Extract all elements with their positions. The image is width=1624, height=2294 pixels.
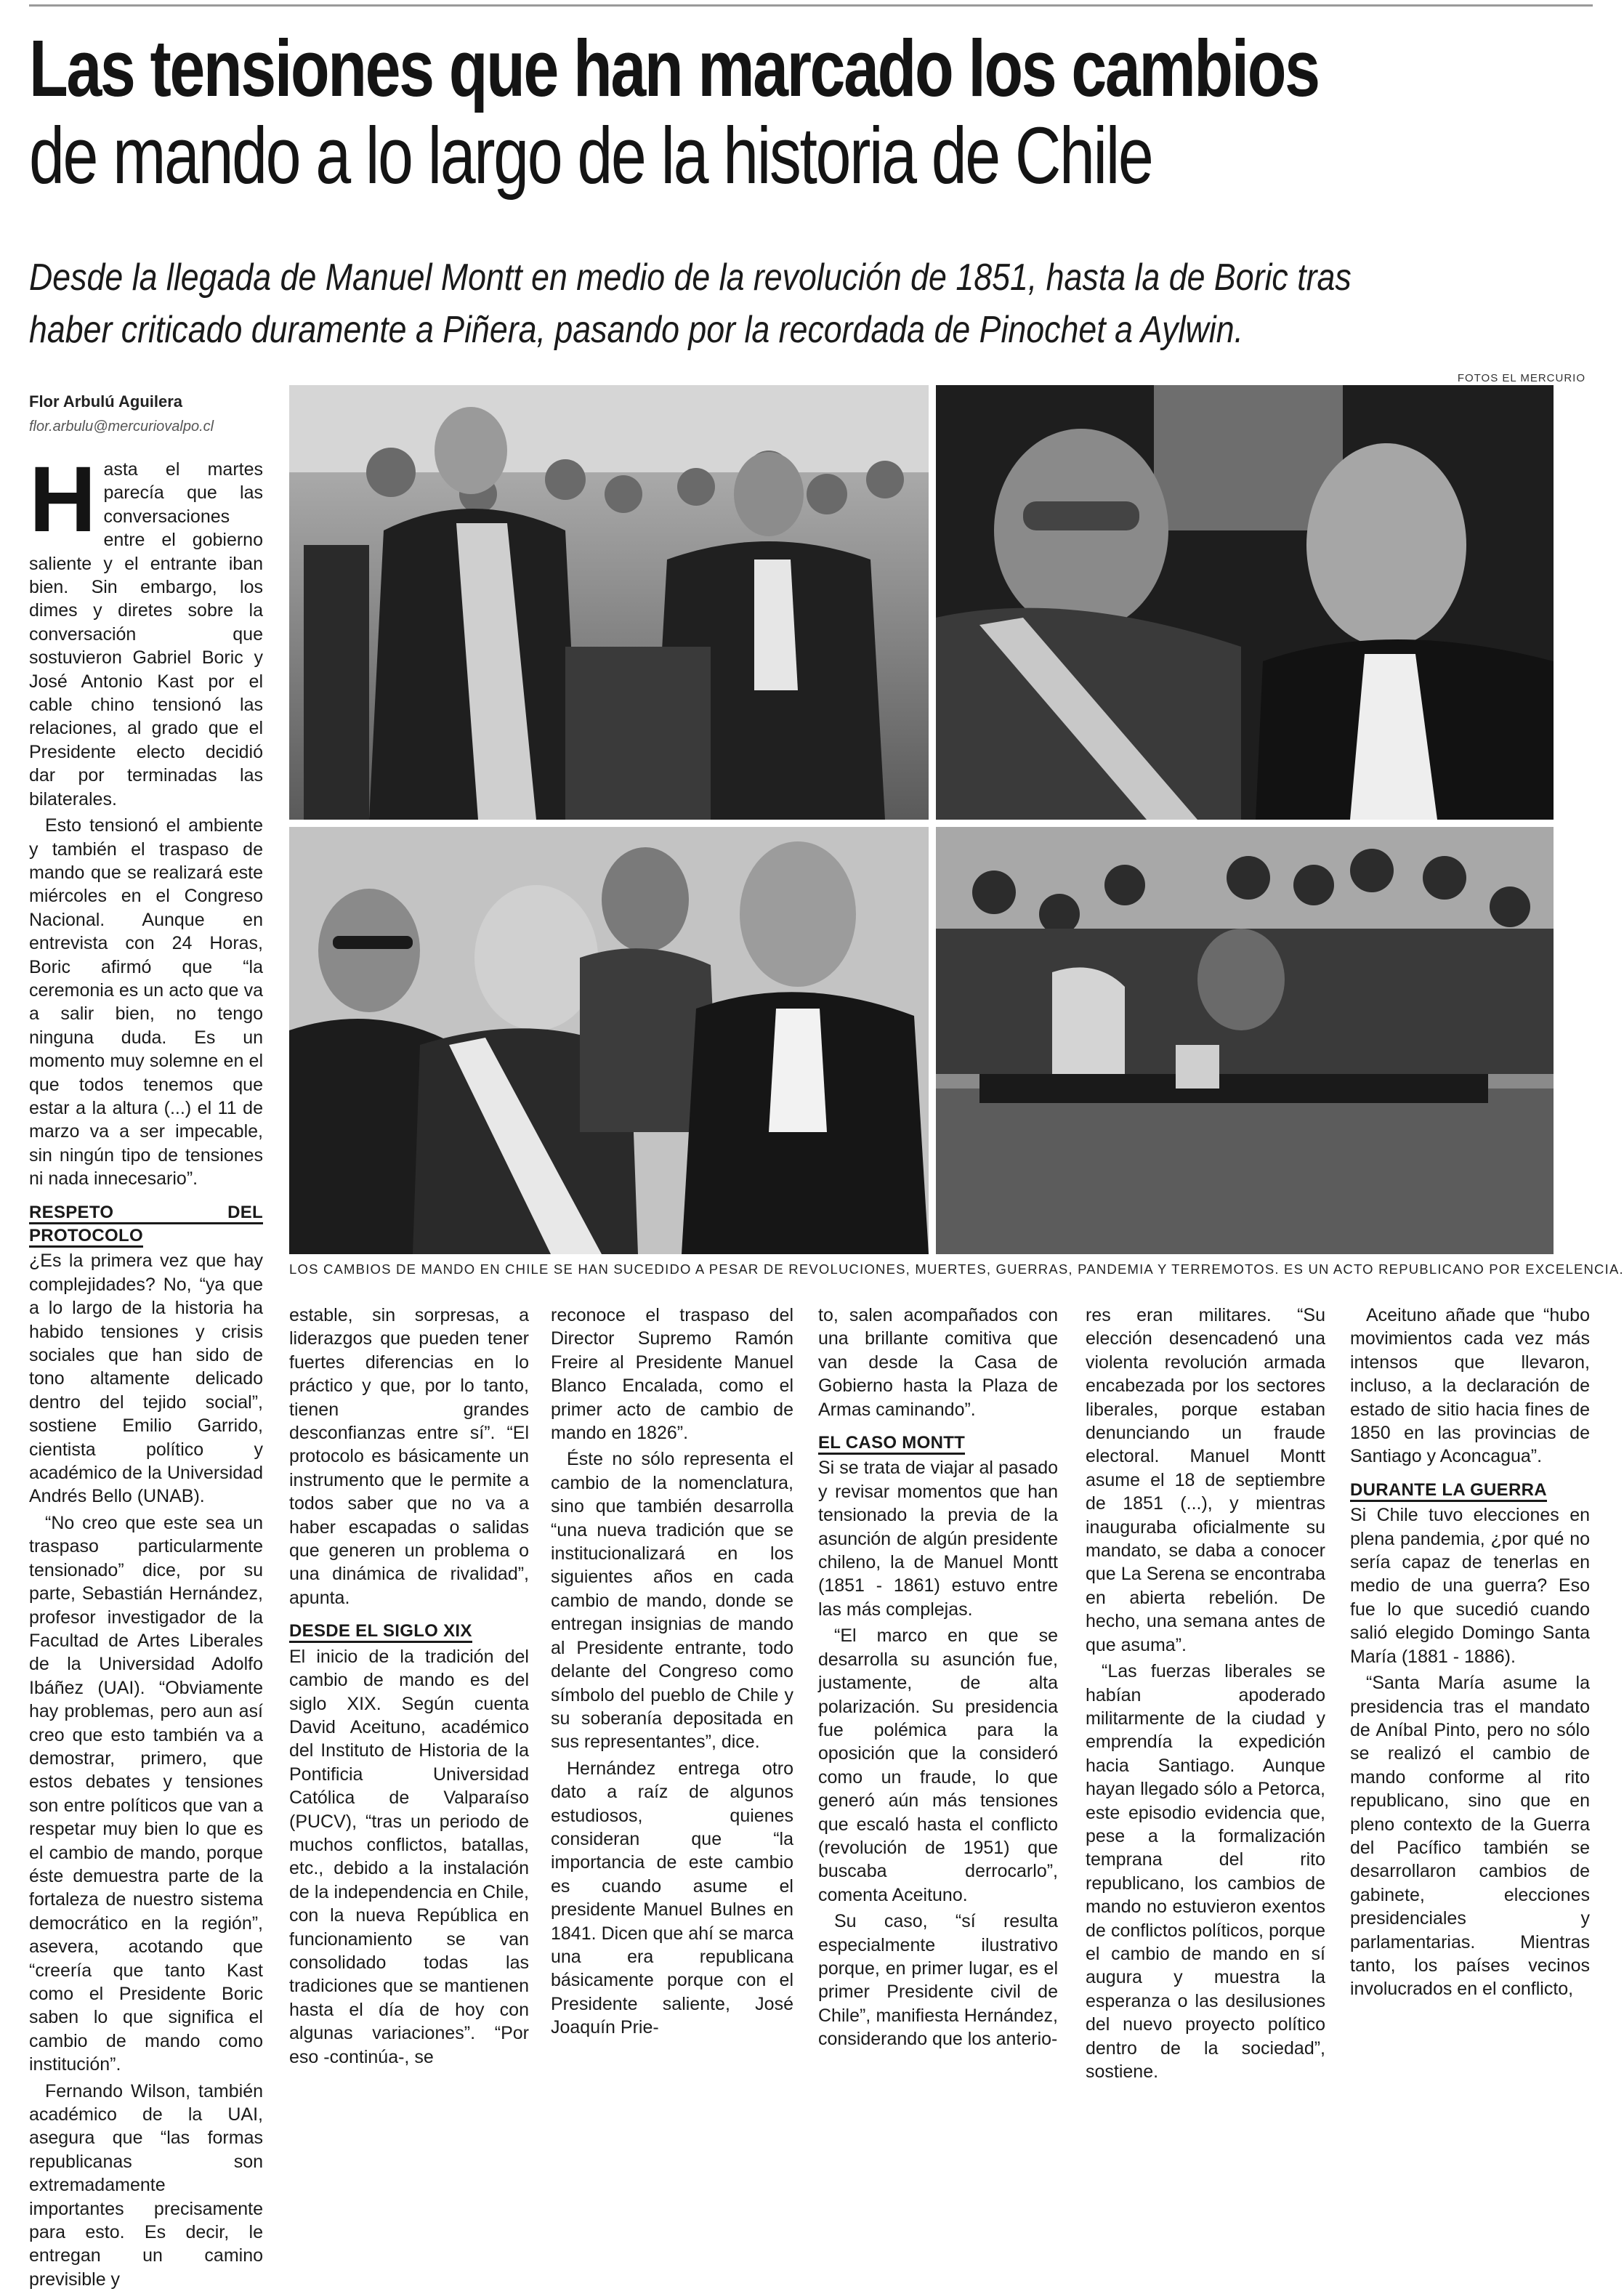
paragraph: Fernando Wilson, también académico de la UAI, asegura que “las formas republicanas son extremadamente importantes precisamente para esto. Es decir, le entregan un camino previsible y bbox=[29, 2080, 263, 2290]
paragraph: Esto tensionó el ambiente y también el traspaso de mando que se realizará este miércoles en el Congreso Nacional. Aunque en entrevista con 24 Horas, Boric afirmó que “la ceremonia es un acto que va a salir bien, no tengo ninguna duda. Es un momento muy solemne en el que todos tenemos que estar a la altura (...) el 11 de marzo va a ser impecable, sin ningún tipo de tensiones ni nada innecesario”. bbox=[29, 815, 263, 1190]
column-5 bbox=[1086, 1304, 1325, 2086]
column-2 bbox=[289, 1304, 529, 2072]
photo-officials-group bbox=[289, 827, 929, 1254]
author-name: Flor Arbulú Aguilera bbox=[29, 392, 183, 411]
headline-line-1: Las tensiones que han marcado los cambios bbox=[29, 24, 1319, 113]
column-3 bbox=[551, 1304, 793, 2043]
paragraph: “El marco en que se desarrolla su asunción fue, justamente, de alta polarización. Su presidencia fue polémica para la oposición que la consideró como un fraude, lo que generó aún más tensiones que escaló hasta el conflicto (revolución de 1951) que buscaba derrocarlo”, comenta Aceituno. bbox=[818, 1625, 1058, 1905]
paragraph-lead bbox=[29, 448, 263, 811]
subheading-respeto bbox=[29, 1201, 263, 1248]
paragraph: “Las fuerzas liberales se habían apoderado militarmente de la ciudad y emprendía la expedición hacia Santiago. Aunque hayan llegado sólo a Petorca, este episodio evidencia que, pese a la formalización temprana del rito republicano, los cambios de mando no estuvieron exentos de conflictos políticos, porque el cambio de mando en sí augura y muestra la esperanza o las desilusiones del nuevo proyecto político dentro de la sociedad”, sostiene. bbox=[1086, 1661, 1325, 2082]
paragraph: to, salen acompañados con una brillante comitiva que van desde la Casa de Gobierno hasta la Plaza de Armas caminando”. bbox=[818, 1305, 1058, 1420]
paragraph: Éste no sólo representa el cambio de la nomenclatura, sino que también desarrolla “una nueva tradición que se institucionalizará en los siguientes años en cada cambio de mando, donde se entregan insignias de mando al Presidente entrante, todo delante del Congreso como símbolo del pueblo de Chile y su soberanía depositada en sus representantes”, dice. bbox=[551, 1449, 793, 1753]
paragraph: reconoce el traspaso del Director Supremo Ramón Freire al Presidente Manuel Blanco Encalada, como el primer acto de cambio de mando en 1826”. bbox=[551, 1305, 793, 1444]
photo-credit: FOTOS EL MERCURIO bbox=[1457, 372, 1585, 384]
photo-signing-table bbox=[936, 827, 1554, 1254]
paragraph: Su caso, “sí resulta especialmente ilustrativo porque, en primer lugar, es el primer Presidente civil de Chile”, manifiesta Hernández, considerando que los anterio- bbox=[818, 1911, 1058, 2050]
subheading-text: DURANTE LA GUERRA bbox=[1350, 1480, 1547, 1502]
byline bbox=[29, 392, 276, 435]
paragraph: “No creo que este sea un traspaso particularmente tensionado” dice, por su parte, Sebastián Hernández, profesor investigador de la Facultad de Artes Liberales de la Universidad Adolfo Ibáñez (UAI). “Obviamente hay problemas, pero aun así creo que esto también va a demostrar, primero, que estos debates y tensiones son entre políticos que van a respetar muy bien lo que es el cambio de mando, porque éste demuestra parte de la fortaleza de nuestro sistema democrático en la región”, asevera, acotando que “creería que tanto Kast como el Presidente Boric saben lo que significa el cambio de mando como institución”. bbox=[29, 1512, 263, 2075]
paragraph: El inicio de la tradición del cambio de mando es del siglo XIX. Según cuenta David Aceituno, académico del Instituto de Historia de la Pontificia Universidad Católica de Valparaíso (PUCV), “tras un periodo de muchos conflictos, batallas, etc., debido a la instalación de la independencia en Chile, con la nueva República en funcionamiento se van consolidado todas las tradiciones que se mantienen hasta el día de hoy con algunas variaciones”. “Por eso -continúa-, se bbox=[289, 1646, 529, 2067]
deck-line-1: Desde la llegada de Manuel Montt en medio de la revolución de 1851, hasta la de Boric tras bbox=[29, 257, 1352, 299]
paragraph: res eran militares. “Su elección desencadenó una violenta revolución armada encabezada por los sectores liberales, porque estaban denunciando un fraude electoral. Manuel Montt asume el 18 de septiembre de 1851 (...), y mientras inauguraba oficialmente su mandato, se daba a conocer que La Serena se encontraba en abierta rebelión. De hecho, una semana antes de que asuma”. bbox=[1086, 1305, 1325, 1655]
lead-text: asta el martes parecía que las conversaciones entre el gobierno saliente y el entrante iban bien. Sin embargo, los dimes y diretes sobre la conversación que sostuvieron Gabriel Boric y José Antonio Kast por el cable chino tensionó las relaciones, al grado que el Presidente electo decidió dar por terminadas las bilaterales. bbox=[29, 459, 263, 809]
paragraph: Aceituno añade que “hubo movimientos cada vez más intensos que llevaron, incluso, a la declaración de estado de sitio hacia fines de 1850 en las provincias de Santiago y Aconcagua”. bbox=[1350, 1305, 1590, 1467]
subheading-siglo bbox=[289, 1620, 529, 1643]
photo-pinochet-aylwin bbox=[936, 385, 1554, 820]
subheading-text: DESDE EL SIGLO XIX bbox=[289, 1621, 472, 1643]
photo-caption: LOS CAMBIOS DE MANDO EN CHILE SE HAN SUCEDIDO A PESAR DE REVOLUCIONES, MUERTES, GUERRAS, PANDEMIA Y TERREMOTOS. ES UN ACTO REPUBLICANO POR EXCELENCIA. bbox=[289, 1261, 1624, 1277]
headline-line-2: de mando a lo largo de la historia de Chile bbox=[29, 111, 1152, 201]
author-email[interactable]: flor.arbulu@mercuriovalpo.cl bbox=[29, 419, 214, 435]
photo-sash-ceremony bbox=[289, 385, 929, 820]
subheading-guerra bbox=[1350, 1479, 1590, 1502]
subheading-text: EL CASO MONTT bbox=[818, 1433, 965, 1455]
paragraph: “Santa María asume la presidencia tras el mandato de Aníbal Pinto, pero no sólo se realizó el cambio de mando conforme al rito republicano, sino que en pleno contexto de la Guerra del Pacífico también se desarrollaron cambios de gabinete, elecciones presidenciales y parlamentarias. Mientras tanto, los países vecinos involucrados en el conflicto, bbox=[1350, 1673, 1590, 2000]
paragraph: Si se trata de viajar al pasado y revisar momentos que han tensionado la previa de la asunción de algún presidente chileno, la de Manuel Montt (1851 - 1861) estuvo entre las más complejas. bbox=[818, 1458, 1058, 1620]
column-6 bbox=[1350, 1304, 1590, 2004]
photo-collage bbox=[289, 385, 1554, 1254]
headline bbox=[29, 24, 1599, 201]
column-1 bbox=[29, 448, 263, 2294]
subheading-montt bbox=[818, 1431, 1058, 1455]
paragraph: ¿Es la primera vez que hay complejidades? No, “ya que a lo largo de la historia ha habido tensiones y crisis sociales que han sido de tono altamente delicado dentro del tejido social”, sostiene Emilio Garrido, cientista político y académico de la Universidad Andrés Bello (UNAB). bbox=[29, 1251, 263, 1507]
paragraph: estable, sin sorpresas, a liderazgos que pueden tener fuertes diferencias en lo práctico y que, por lo tanto, tienen grandes desconfianzas entre sí”. “El protocolo es básicamente un instrumento que le permite a todos saber que no va a haber escapadas o salidas que generen un problema o una dinámica de rivalidad”, apunta. bbox=[289, 1305, 529, 1608]
paragraph: Si Chile tuvo elecciones en plena pandemia, ¿por qué no sería capaz de tenerlas en medio de una guerra? Eso fue lo que sucedió cuando salió elegido Domingo Santa María (1881 - 1886). bbox=[1350, 1505, 1590, 1667]
dropcap: H bbox=[29, 448, 97, 552]
deck bbox=[29, 251, 1404, 356]
column-4 bbox=[818, 1304, 1058, 2054]
deck-line-2: haber criticado duramente a Piñera, pasando por la recordada de Pinochet a Aylwin. bbox=[29, 309, 1244, 351]
subheading-text: RESPETO DEL PROTOCOLO bbox=[29, 1203, 263, 1248]
paragraph: Hernández entrega otro dato a raíz de algunos estudiosos, quienes consideran que “la importancia de este cambio es cuando asume el presidente Manuel Bulnes en 1841. Dicen que ahí se marca una era republicana básicamente porque con el Presidente saliente, José Joaquín Prie- bbox=[551, 1758, 793, 2038]
top-rule bbox=[29, 4, 1593, 7]
